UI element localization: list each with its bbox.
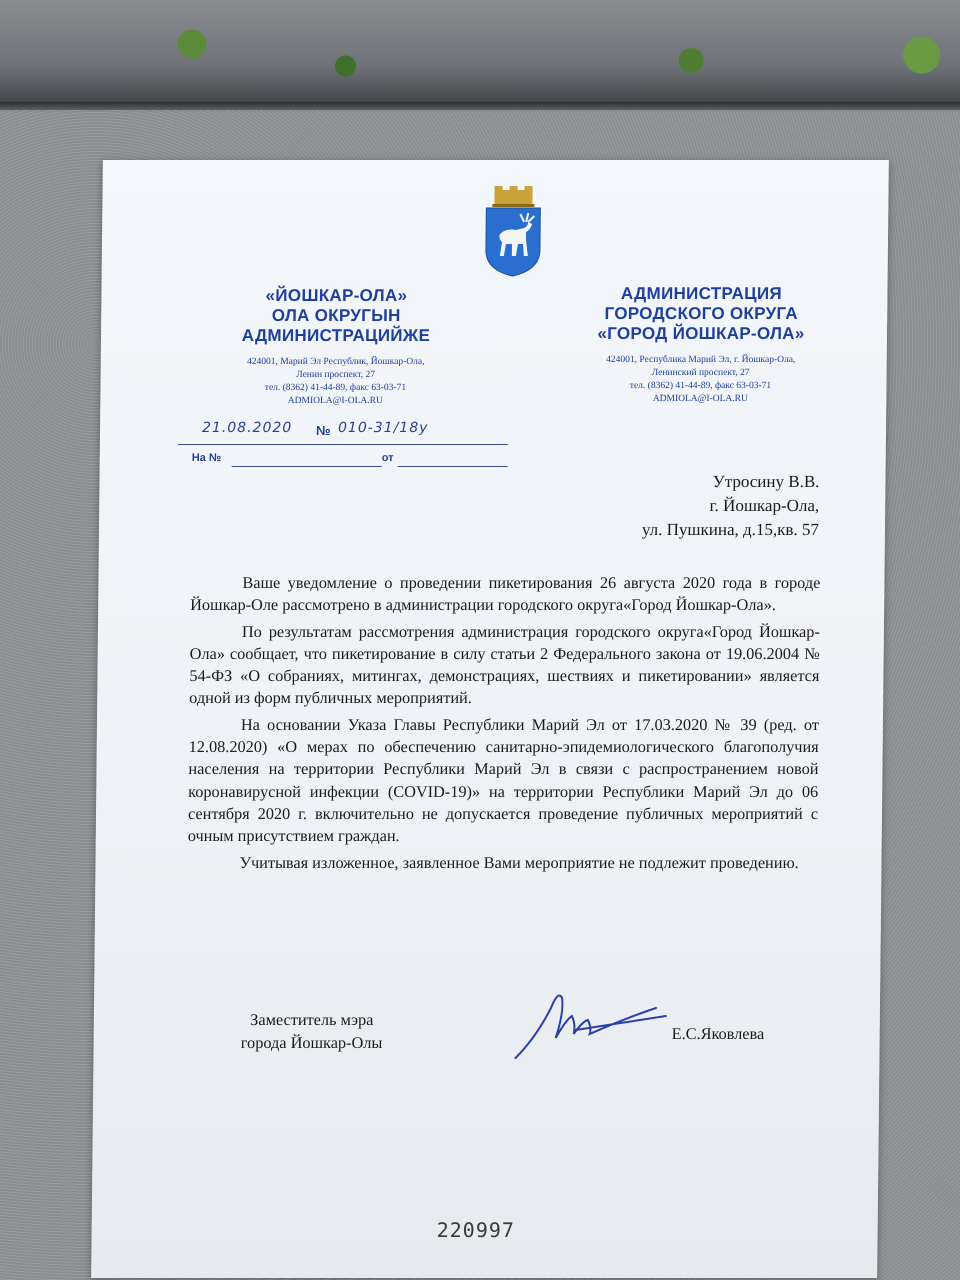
letterhead-left-line-3: АДМИНИСТРАЦИЙЖЕ	[241, 326, 431, 345]
handwritten-signature	[505, 968, 706, 1068]
letterhead-right	[570, 284, 831, 406]
signatory-title-line: Заместитель мэра	[250, 1010, 374, 1029]
signatory-name: Е.С.Яковлева	[671, 1024, 765, 1043]
letterhead-right-line-2: ГОРОДСКОГО ОКРУГА	[604, 304, 799, 323]
signatory-title-line: города Йошкар-Олы	[240, 1033, 383, 1052]
letterhead-left-line-2: ОЛА ОКРУГЫН	[271, 306, 401, 325]
number-label: №	[315, 423, 331, 438]
email-line: ADMIOLA@I-OLA.RU	[287, 396, 383, 406]
letter-page	[91, 160, 889, 1278]
registration-line	[178, 422, 508, 445]
body-paragraph: Ваше уведомление о проведении пикетирования 26 августа 2020 года в городе Йошкар-Оле рассмотрено в администрации городского округа«Город Йошкар-Ола».	[190, 573, 821, 615]
form-serial-number: 220997	[436, 1218, 516, 1242]
letterhead-left-address	[210, 356, 461, 408]
reply-label: На №	[191, 452, 222, 464]
addressee-street: ул. Пушкина, д.15,кв. 57	[641, 520, 820, 539]
letterhead-left-line-1: «ЙОШКАР-ОЛА»	[265, 286, 408, 305]
grass-strip	[0, 0, 960, 110]
address-line: тел. (8362) 41-44-89, факс 63-03-71	[629, 381, 772, 391]
addressee-block	[599, 470, 820, 542]
addressee-city: г. Йошкар-Ола,	[709, 496, 820, 515]
email-line: ADMIOLA@I-OLA.RU	[652, 394, 748, 404]
body-paragraph: На основании Указа Главы Республики Марий Эл от 17.03.2020 № 39 (ред. от 12.08.2020) «О мерах по обеспечению санитарно-эпидемиологического благополучия населения на территории Республики Марий Эл в связи с распространением новой коронавирусной инфекции (COVID-19)» на территории Республики Марий Эл до 06 сентября 2020 г. включительно не допускается проведение публичных мероприятий с очным присутствием граждан.	[187, 714, 820, 846]
address-line: Ленинский проспект, 27	[651, 368, 750, 378]
from-label: от	[381, 452, 394, 464]
reply-reference-line	[192, 452, 522, 470]
address-line: 424001, Марий Эл Республик, Йошкар-Ола,	[246, 357, 425, 367]
letterhead-left	[210, 286, 461, 408]
letterhead-right-line-3: «ГОРОД ЙОШКАР-ОЛА»	[597, 324, 805, 343]
letter-body	[187, 572, 820, 878]
address-line: 424001, Республика Марий Эл, г. Йошкар-Ола,	[606, 355, 796, 365]
addressee-name: Утросину В.В.	[712, 472, 820, 491]
body-paragraph: Учитывая изложенное, заявленное Вами мероприятие не подлежит проведению.	[239, 852, 799, 872]
address-line: Ленин проспект, 27	[296, 370, 376, 380]
registration-number: 010-31/18у	[337, 420, 429, 436]
signatory-title	[211, 1008, 411, 1054]
reply-date-blank	[398, 454, 508, 467]
address-line: тел. (8362) 41-44-89, факс 63-03-71	[264, 383, 407, 393]
coat-of-arms-moose-icon	[478, 186, 549, 278]
letterhead-right-line-1: АДМИНИСТРАЦИЯ	[620, 284, 783, 303]
letterhead-right-address	[570, 354, 831, 406]
body-paragraph: По результатам рассмотрения администрация городского округа«Город Йошкар-Ола» сообщает, что пикетирование в силу статьи 2 Федерального закона от 19.06.2004 № 54-ФЗ «О собраниях, митингах, демонстрациях, шествиях и пикетировании» является одной из форм публичных мероприятий.	[189, 621, 821, 708]
registration-date: 21.08.2020	[201, 420, 293, 436]
reply-number-blank	[232, 454, 382, 467]
